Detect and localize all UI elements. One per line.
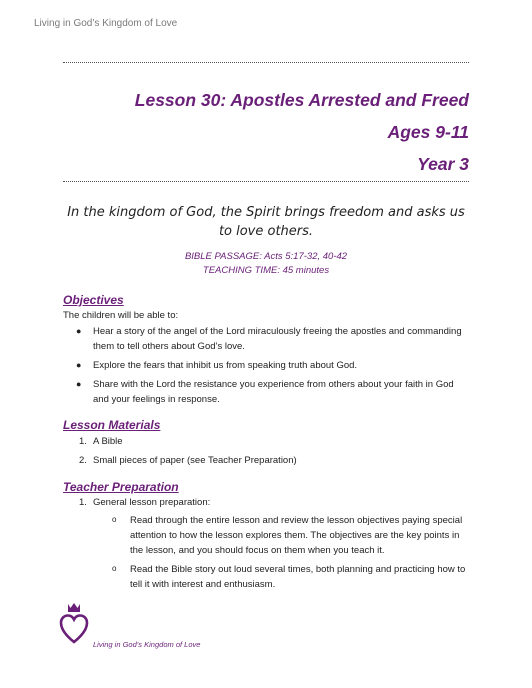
footer-title: Living in God’s Kingdom of Love xyxy=(93,640,201,649)
bullet-icon: ● xyxy=(76,326,82,336)
list-item: ● Hear a story of the angel of the Lord miraculously freeing the apostles and commanding them to tell others about God’s love. xyxy=(76,326,462,352)
top-divider xyxy=(63,62,469,63)
title-divider xyxy=(63,181,469,182)
age-range: Ages 9-11 xyxy=(387,122,469,142)
list-item: ● Explore the fears that inhibit us from speaking truth about God. xyxy=(76,360,358,371)
year-label: Year 3 xyxy=(417,154,469,174)
crown-heart-logo-icon xyxy=(59,602,89,646)
materials-list xyxy=(63,434,469,472)
preparation-list xyxy=(63,495,469,514)
bible-passage: BIBLE PASSAGE: Acts 5:17-32, 40-42 xyxy=(184,251,348,262)
hollow-bullet-icon: o xyxy=(112,515,117,524)
list-item: 1. A Bible xyxy=(79,436,123,447)
objectives-heading: Objectives xyxy=(63,293,124,307)
bullet-icon: ● xyxy=(76,379,82,389)
list-item: 2. Small pieces of paper (see Teacher Preparation) xyxy=(79,455,297,466)
materials-heading: Lesson Materials xyxy=(63,418,161,432)
lesson-theme: In the kingdom of God, the Spirit brings freedom and asks us to love others. xyxy=(67,205,465,239)
objectives-intro: The children will be able to: xyxy=(63,310,179,321)
list-item: o Read through the entire lesson and review the lesson objectives paying special attention to how the lesson explores them. The objectives are the key points in the lesson, and you should focus on them when you teach it. xyxy=(95,513,469,558)
list-item: ● Share with the Lord the resistance you experience from others about your faith in God and your feelings in response. xyxy=(76,379,454,405)
title-block xyxy=(135,85,469,179)
bullet-icon: ● xyxy=(76,360,82,370)
list-item: 1. General lesson preparation: xyxy=(79,497,211,508)
hollow-bullet-icon: o xyxy=(112,564,117,573)
running-header: Living in God’s Kingdom of Love xyxy=(34,18,178,29)
lesson-title: Lesson 30: Apostles Arrested and Freed xyxy=(134,90,469,110)
preparation-heading: Teacher Preparation xyxy=(63,480,179,494)
preparation-sub-list xyxy=(95,513,469,596)
list-item: o Read the Bible story out loud several times, both planning and practicing how to tell it with interest and enthusiasm. xyxy=(95,562,469,592)
objectives-list xyxy=(63,324,469,411)
teaching-time: TEACHING TIME: 45 minutes xyxy=(202,265,330,276)
